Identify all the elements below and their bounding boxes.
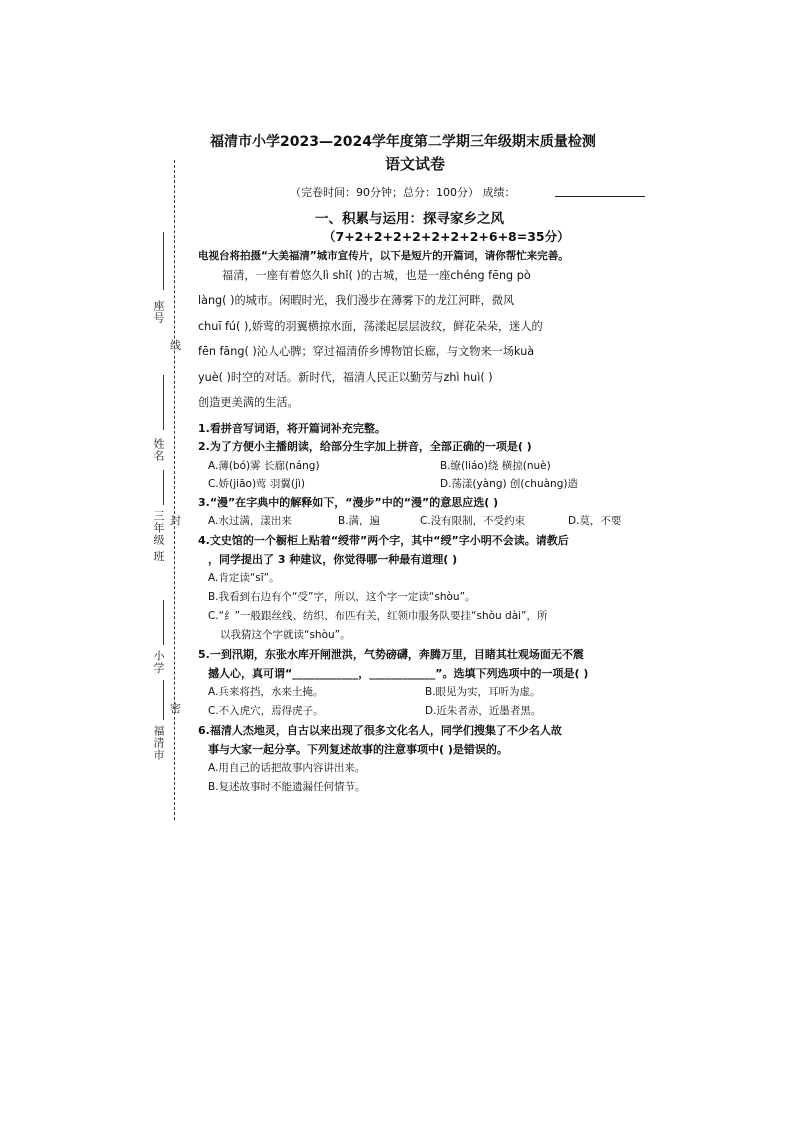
passage-line: 福清，一座有着悠久lì shǐ( )的古城，也是一座chéng fēng pò xyxy=(222,269,531,282)
exam-meta: （完卷时间：90分钟；总分：100分） 成绩： xyxy=(290,186,516,199)
seat-label: 座号 xyxy=(152,300,165,324)
grade-class-label: 三年级 班 xyxy=(152,510,165,563)
q4-option-c-line-2: 以我猜这个字就读“shòu”。 xyxy=(220,629,351,641)
q5-option-c: C.不入虎穴，焉得虎子。 xyxy=(208,705,324,717)
q4-option-b: B.我看到右边有个“受”字，所以，这个字一定读“shòu”。 xyxy=(208,591,476,603)
q6-option-a: A.用自己的话把故事内容讲出来。 xyxy=(208,762,366,774)
exam-subtitle: 语文试卷 xyxy=(385,155,446,173)
q3-option-d: D.莫，不要 xyxy=(568,515,622,527)
question-5-line-1: 5.一到汛期，东张水库开闸泄洪，气势磅礴，奔腾万里，目睹其壮观场面无不震 xyxy=(198,648,584,661)
q6-option-b: B.复述故事时不能遗漏任何情节。 xyxy=(208,781,366,793)
name-field-line xyxy=(163,375,164,430)
q2-option-b: B.缭(liáo)绕 横掠(nuè) xyxy=(440,460,551,472)
question-1: 1.看拼音写词语，将开篇词补充完整。 xyxy=(198,422,386,435)
question-6-line-2: 事与大家一起分享。下列复述故事的注意事项中( )是错误的。 xyxy=(208,743,508,756)
q4-option-a: A.肯定读“sī”。 xyxy=(208,572,280,584)
question-3: 3.“漫”在字典中的解释如下，“漫步”中的“漫”的意思应选( ) xyxy=(198,496,499,509)
passage-line: yuè( )时空的对话。新时代，福清人民正以勤劳与zhì huì( ) xyxy=(198,371,493,384)
school-label: 小学 xyxy=(152,650,165,674)
q2-option-d: D.荡漾(yàng) 创(chuàng)造 xyxy=(440,478,578,490)
school-field-line xyxy=(163,600,164,645)
passage-line: fēn fāng( )沁人心脾；穿过福清侨乡博物馆长廊，与文物来一场kuà xyxy=(198,345,535,358)
question-4-line-2: ，同学提出了 3 种建议，你觉得哪一种最有道理( ) xyxy=(208,553,458,566)
class-field-line xyxy=(163,470,164,505)
passage-line: 创造更美满的生活。 xyxy=(198,396,299,409)
q2-option-c: C.娇(jiāo)莺 羽翼(jì) xyxy=(208,478,305,490)
q4-option-c-line-1: C.“纟”一般跟丝线、纺织、布匹有关，红领巾服务队要挂“shòu dài”，所 xyxy=(208,610,548,622)
question-5-line-2: 撼人心，真可谓“____________，____________”。选填下列选项中的一项是( ) xyxy=(208,667,589,680)
question-4-line-1: 4.文史馆的一个橱柜上贴着“绶带”两个字，其中“绶”字小明不会读。请教后 xyxy=(198,534,569,547)
q2-option-a: A.薄(bó)雾 长廊(náng) xyxy=(208,460,320,472)
name-label: 姓名 xyxy=(152,438,165,462)
section-title: 一、积累与运用：探寻家乡之风 xyxy=(315,211,504,227)
intro-text: 电视台将拍摄“大美福清”城市宣传片，以下是短片的开篇词，请你帮忙来完善。 xyxy=(198,250,569,262)
binding-dashed-line xyxy=(174,160,175,820)
q5-option-b: B.眼见为实，耳听为虚。 xyxy=(425,686,541,698)
city-field-line xyxy=(163,680,164,720)
seal-mark-line: 线 xyxy=(170,339,181,352)
q5-option-d: D.近朱者赤，近墨者黑。 xyxy=(425,705,542,717)
city-label: 福清市 xyxy=(152,725,165,761)
question-2: 2.为了方便小主播朗读，给部分生字加上拼音，全部正确的一项是( ) xyxy=(198,440,532,453)
seat-field-line xyxy=(163,232,164,290)
q5-option-a: A.兵来将挡，水来土掩。 xyxy=(208,686,324,698)
passage-line: chuī fú( ),娇莺的羽翼横掠水面，荡漾起层层波纹，鲜花朵朵，迷人的 xyxy=(198,320,543,333)
q3-option-a: A.水过满，漾出来 xyxy=(208,515,292,527)
section-score: （7+2+2+2+2+2+2+2+6+8=35分） xyxy=(323,229,570,244)
exam-title: 福清市小学2023—2024学年度第二学期三年级期末质量检测 xyxy=(210,134,596,150)
seal-mark-feng: 封 xyxy=(170,514,181,527)
score-field-line xyxy=(555,196,645,197)
passage-line: làng( )的城市。闲暇时光，我们漫步在薄雾下的龙江河畔，微风 xyxy=(198,294,515,307)
seal-mark-mi: 密 xyxy=(170,702,181,715)
q3-option-c: C.没有限制，不受约束 xyxy=(420,515,526,527)
question-6-line-1: 6.福清人杰地灵，自古以来出现了很多文化名人，同学们搜集了不少名人故 xyxy=(198,724,562,737)
q3-option-b: B.满，遍 xyxy=(338,515,381,527)
